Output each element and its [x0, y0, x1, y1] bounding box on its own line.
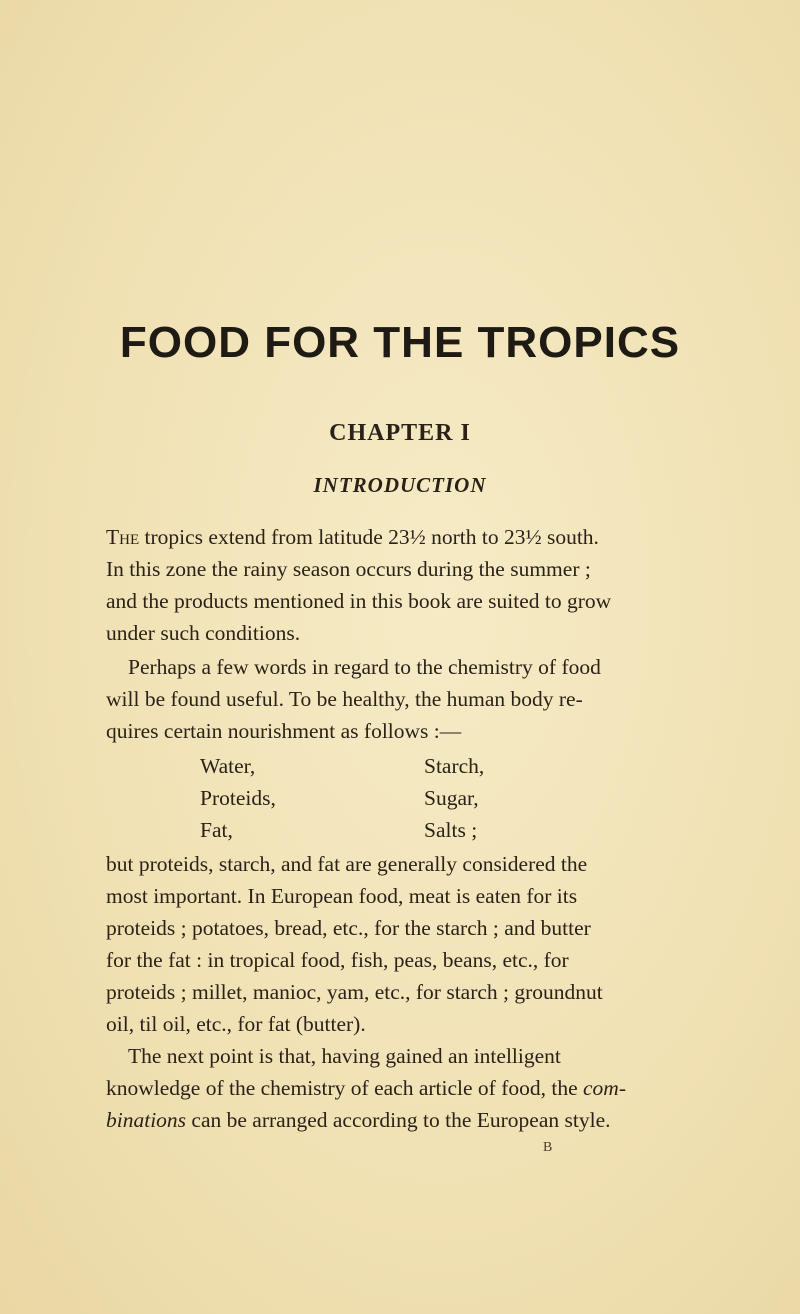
italic-combinations-part-2: binations — [106, 1108, 187, 1132]
paragraph-4-line-2: knowledge of the chemistry of each article of food, the com- — [106, 1076, 626, 1100]
paragraph-2-line-2: will be found useful. To be healthy, the human body re- — [106, 687, 583, 711]
signature-mark: B — [543, 1140, 553, 1155]
nutrient-left-3: Fat, — [200, 818, 233, 842]
paragraph-3-line-6: oil, til oil, etc., for fat (butter). — [106, 1012, 366, 1036]
paragraph-3-line-1: but proteids, starch, and fat are generally considered the — [106, 852, 588, 876]
italic-combinations-part-1: com- — [583, 1076, 626, 1100]
nutrient-left-2: Proteids, — [200, 786, 276, 810]
paragraph-1-line-1: The tropics extend from latitude 23½ north to 23½ south. — [106, 525, 599, 549]
paragraph-4-line-1: The next point is that, having gained an intelligent — [128, 1044, 561, 1068]
paragraph-4-line-3: binations can be arranged according to the European style. — [106, 1108, 611, 1132]
nutrient-left-1: Water, — [200, 754, 256, 778]
book-title: FOOD FOR THE TROPICS — [119, 318, 681, 367]
paragraph-2-line-1: Perhaps a few words in regard to the chemistry of food — [128, 655, 601, 679]
paragraph-1-line-4: under such conditions. — [106, 621, 301, 645]
section-title: INTRODUCTION — [313, 473, 487, 497]
paragraph-1-line-3: and the products mentioned in this book are suited to grow — [106, 589, 612, 613]
paragraph-2-line-3: quires certain nourishment as follows :— — [106, 719, 462, 743]
nutrient-right-3: Salts ; — [424, 818, 478, 842]
paragraph-3-line-3: proteids ; potatoes, bread, etc., for the starch ; and butter — [106, 916, 591, 940]
paragraph-3-line-2: most important. In European food, meat is eaten for its — [106, 884, 578, 908]
drop-word: The — [106, 525, 140, 549]
nutrient-right-1: Starch, — [424, 754, 485, 778]
paragraph-3-line-5: proteids ; millet, manioc, yam, etc., for starch ; groundnut — [106, 980, 603, 1004]
paragraph-1-line-2: In this zone the rainy season occurs during the summer ; — [106, 557, 591, 581]
chapter-heading: CHAPTER I — [329, 420, 471, 446]
nutrient-right-2: Sugar, — [424, 786, 479, 810]
paragraph-3-line-4: for the fat : in tropical food, fish, peas, beans, etc., for — [106, 948, 569, 972]
